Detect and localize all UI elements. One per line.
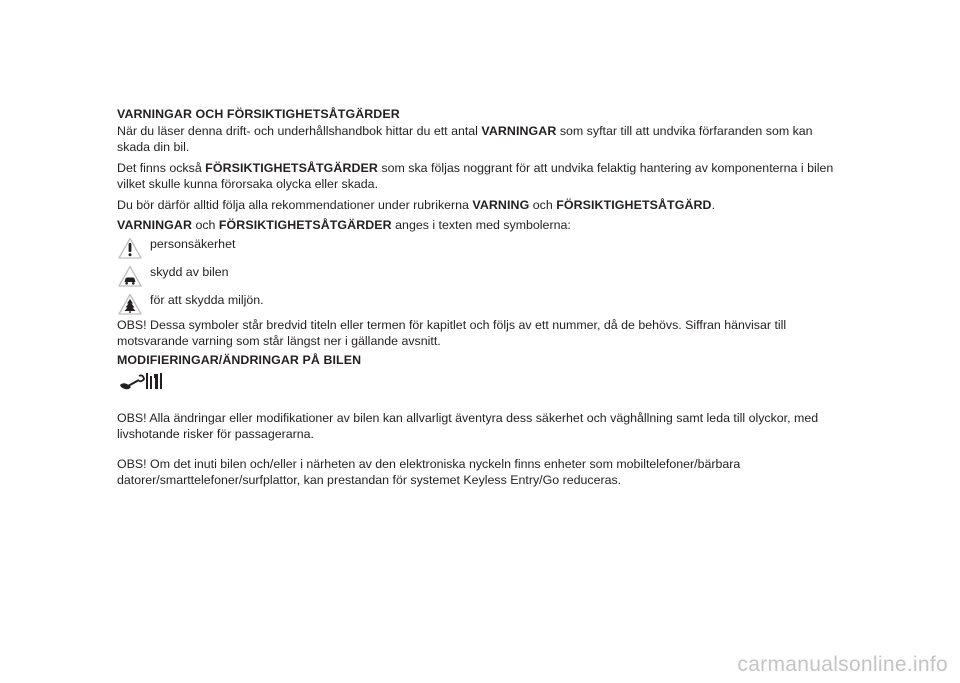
wrench-car-modification-icon (119, 371, 163, 391)
text: anges i texten med symbolerna: (391, 218, 571, 232)
spacer (117, 396, 847, 410)
text: som syftar till att undvika förfaranden som kan skada din bil. (117, 123, 813, 154)
text-bold-varningar: VARNINGAR (481, 123, 557, 138)
watermark: carmanualsonline.info (737, 653, 948, 676)
text-bold-varningar: VARNINGAR (117, 218, 193, 232)
paragraph-follow-recommendations (117, 197, 847, 214)
text: Du bör därför alltid följa alla rekommendationer under rubrikerna (117, 197, 473, 212)
heading-modifications: MODIFIERINGAR/ÄNDRINGAR PÅ BILEN (117, 352, 362, 367)
car-protection-icon (118, 265, 142, 287)
spacer (117, 443, 847, 456)
paragraph-obs-modifications: OBS! Alla ändringar eller modifikationer av bilen kan allvarligt äventyra dess säkerhet och väghållning samt leda till olyckor, med livshotande risker för passagerarna. (117, 410, 819, 441)
heading-warnings: VARNINGAR OCH FÖRSIKTIGHETSÅTGÄRDER (117, 107, 400, 121)
paragraph-obs-symbols: OBS! Dessa symboler står bredvid titeln eller termen för kapitlet och följs av ett nummer, då de behövs. Siffran hänvisar till motsvarande varning som står längst ner i gällande avsnitt. (117, 317, 787, 348)
paragraph-precautions-intro (117, 160, 847, 193)
paragraph-obs-keyless: OBS! Om det inuti bilen och/eller i närheten av den elektroniska nyckeln finns enheter som mobiltelefoner/bärbara datorer/smarttelefoner/surfplattor, kan prestandan för systemet Keyless Entry/Go reduceras. (117, 456, 741, 487)
text: När du läser denna drift- och underhållshandbok hittar du ett antal (117, 123, 482, 138)
text: som ska följas noggrant för att undvika felaktig hantering av komponenterna i bilen vilket skulle kunna förorsaka olycka eller skada. (117, 160, 834, 191)
text-bold-varning: VARNING (472, 197, 530, 212)
text-bold-forsiktighetsatgarder: FÖRSIKTIGHETSÅTGÄRDER (218, 218, 392, 232)
paragraph-warnings-intro (117, 123, 847, 156)
text: . (711, 197, 716, 212)
environment-icon (118, 293, 142, 315)
text-bold-forsiktighetsatgard: FÖRSIKTIGHETSÅTGÄRD (556, 197, 712, 212)
text: och (192, 218, 219, 232)
symbol-row-personal-safety (118, 234, 847, 262)
text: och (529, 197, 557, 212)
symbol-row-car-protection (118, 262, 847, 290)
symbol-label: skydd av bilen (150, 265, 229, 280)
manual-page-content (117, 106, 847, 489)
symbol-label: för att skydda miljön. (150, 293, 264, 308)
paragraph-symbols-intro (117, 217, 847, 234)
symbol-row-environment (118, 290, 847, 318)
personal-safety-icon (118, 237, 142, 259)
text: Det finns också (117, 160, 206, 175)
symbol-label: personsäkerhet (150, 237, 236, 252)
text-bold-forsiktighetsatgarder: FÖRSIKTIGHETSÅTGÄRDER (205, 160, 378, 175)
